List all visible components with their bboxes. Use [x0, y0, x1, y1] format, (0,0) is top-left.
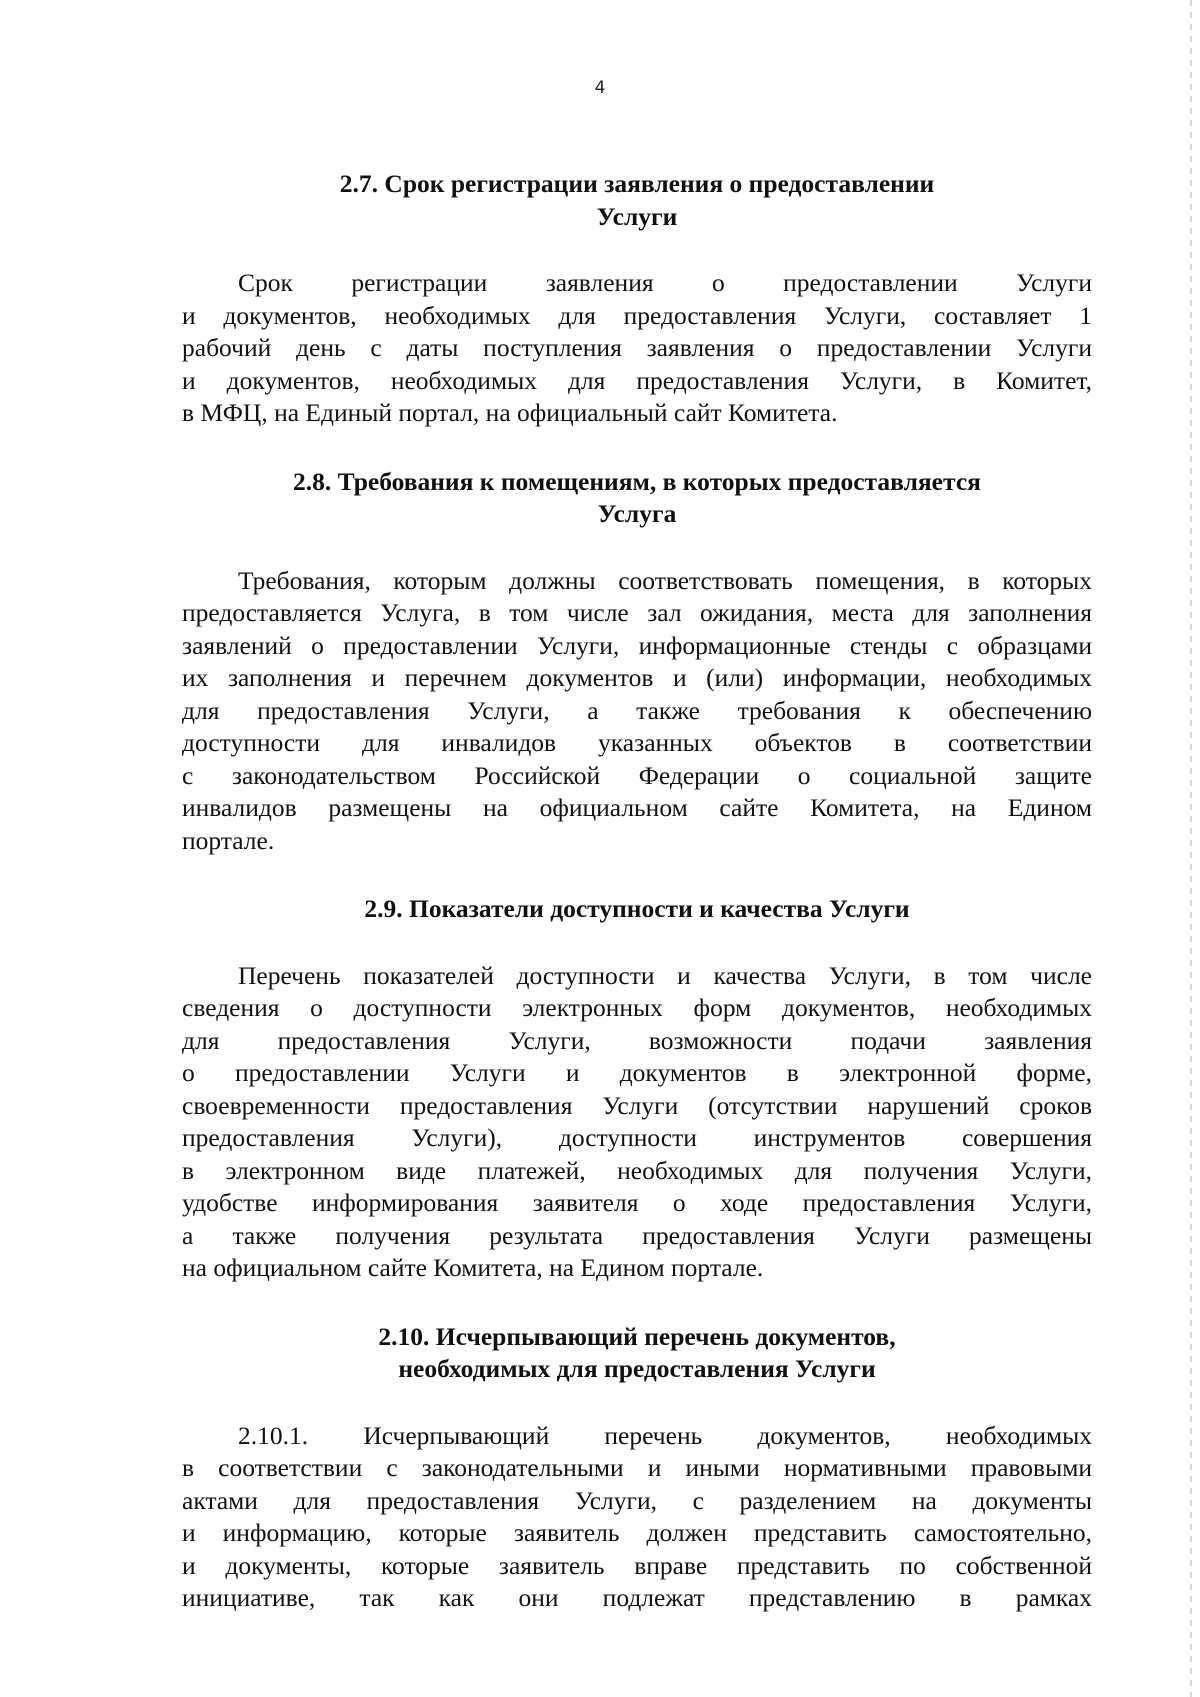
paragraph-line: с законодательством Российской Федерации о социальной защите	[182, 760, 1092, 790]
paragraph-line: предоставляется Услуга, в том числе зал ожидания, места для заполнения	[182, 598, 1092, 627]
paragraph-line: заявлений о предоставлении Услуги, информационные стенды с образцами	[182, 630, 1092, 660]
paragraph-line: Перечень показателей доступности и качества Услуги, в том числе	[238, 960, 1092, 990]
paragraph-line: а также получения результата предоставления Услуги размещены	[182, 1220, 1092, 1250]
section-heading-2-7	[182, 168, 1092, 233]
paragraph-line: своевременности предоставления Услуги (отсутствии нарушений сроков	[182, 1090, 1092, 1120]
paragraph-line: их заполнения и перечнем документов и (или) информации, необходимых	[182, 663, 1092, 692]
section-paragraph-2-7	[182, 267, 1092, 430]
scan-page-edge	[1190, 0, 1192, 1697]
paragraph-line: Срок регистрации заявления о предоставлении Услуги	[238, 268, 1092, 297]
paragraph-line: рабочий день с даты поступления заявления о предоставлении Услуги	[182, 333, 1092, 362]
paragraph-line: и документов, необходимых для предоставления Услуги, в Комитет,	[182, 365, 1092, 395]
paragraph-line: Требования, которым должны соответствовать помещения, в которых	[238, 565, 1092, 595]
section-heading-2-9	[182, 893, 1092, 926]
heading-line: 2.10. Исчерпывающий перечень документов,	[378, 1321, 896, 1351]
section-heading-2-8	[182, 466, 1092, 531]
paragraph-line: 2.10.1. Исчерпывающий перечень документов, необходимых	[238, 1420, 1092, 1450]
paragraph-line: для предоставления Услуги, возможности подачи заявления	[182, 1025, 1092, 1055]
heading-line: Услуги	[596, 201, 678, 231]
paragraph-line: в МФЦ, на Единый портал, на официальный сайт Комитета.	[182, 398, 838, 427]
paragraph-line: сведения о доступности электронных форм документов, необходимых	[182, 993, 1092, 1022]
paragraph-line: портале.	[182, 825, 275, 855]
paragraph-line: на официальном сайте Комитета, на Едином портале.	[182, 1253, 764, 1282]
section-heading-2-10	[182, 1321, 1092, 1386]
paragraph-line: удобстве информирования заявителя о ходе предоставления Услуги,	[182, 1188, 1092, 1217]
heading-line: 2.7. Срок регистрации заявления о предоставлении	[339, 169, 935, 198]
page-number: 4	[594, 78, 606, 98]
paragraph-line: актами для предоставления Услуги, с разделением на документы	[182, 1485, 1092, 1515]
paragraph-line: доступности для инвалидов указанных объектов в соответствии	[182, 728, 1092, 757]
section-paragraph-2-10	[182, 1420, 1092, 1615]
paragraph-line: о предоставлении Услуги и документов в электронной форме,	[182, 1058, 1092, 1087]
section-paragraph-2-8	[182, 565, 1092, 858]
paragraph-line: для предоставления Услуги, а также требования к обеспечению	[182, 695, 1092, 725]
document-body	[182, 168, 1092, 1615]
paragraph-line: и информацию, которые заявитель должен представить самостоятельно,	[182, 1518, 1092, 1547]
paragraph-line: предоставления Услуги), доступности инструментов совершения	[182, 1123, 1092, 1152]
paragraph-line: инициативе, так как они подлежат представлению в рамках	[182, 1583, 1092, 1612]
paragraph-line: инвалидов размещены на официальном сайте Комитета, на Едином	[182, 793, 1092, 822]
heading-line: необходимых для предоставления Услуги	[398, 1354, 876, 1383]
paragraph-line: и документы, которые заявитель вправе представить по собственной	[182, 1550, 1092, 1580]
paragraph-line: в соответствии с законодательными и иными нормативными правовыми	[182, 1453, 1092, 1482]
heading-line: 2.9. Показатели доступности и качества Услуги	[364, 894, 910, 923]
heading-line: 2.8. Требования к помещениям, в которых предоставляется	[293, 466, 981, 496]
paragraph-line: и документов, необходимых для предоставления Услуги, составляет 1	[182, 300, 1092, 330]
paragraph-line: в электронном виде платежей, необходимых для получения Услуги,	[182, 1155, 1092, 1185]
section-paragraph-2-9	[182, 960, 1092, 1285]
heading-line: Услуга	[597, 499, 677, 528]
